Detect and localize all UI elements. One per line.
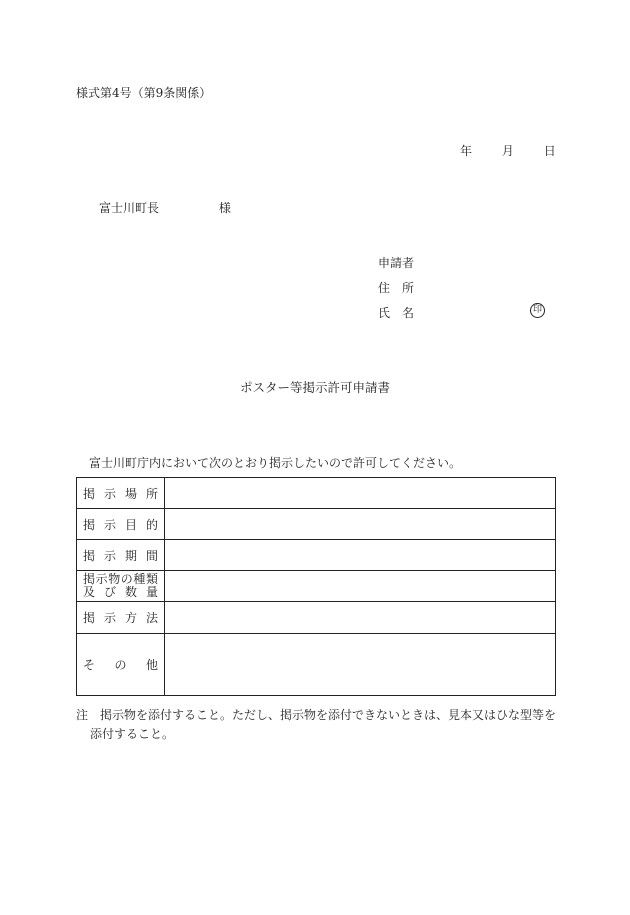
application-table (76, 477, 556, 696)
addressee (99, 199, 231, 216)
table-row (77, 540, 556, 571)
table-row (77, 571, 556, 602)
row-label-purpose (77, 509, 165, 540)
char: 期 (124, 548, 137, 563)
applicant-address-label: 住 所 (378, 281, 415, 295)
year-unit: 年 (460, 144, 473, 158)
table-row (77, 634, 556, 696)
row-label-text (83, 547, 158, 564)
char: 間 (145, 548, 158, 563)
char: 類 (145, 572, 158, 586)
char: 量 (145, 585, 158, 599)
row-label-text (83, 485, 158, 502)
date-line (460, 142, 556, 159)
char: 方 (124, 611, 137, 625)
row-label-other (77, 634, 165, 696)
char: 他 (145, 658, 158, 672)
char: 示 (103, 517, 116, 532)
note-text-1: 掲示物を添付すること。ただし、掲示物を添付できないときは、見本又はひな型等を (100, 708, 557, 722)
note-line-1 (76, 706, 556, 725)
row-label-line2 (83, 586, 158, 599)
char: 物 (108, 572, 121, 586)
row-label-text (83, 516, 158, 533)
table-row (77, 509, 556, 540)
row-value-purpose[interactable] (165, 509, 556, 540)
row-label-period (77, 540, 165, 571)
char: 目 (124, 517, 137, 532)
row-value-period[interactable] (165, 540, 556, 571)
form-number: 様式第4号（第9条関係） (76, 86, 212, 100)
note-prefix: 注 (76, 708, 89, 722)
char: 示 (103, 486, 116, 501)
char: 掲 (83, 517, 96, 532)
note-line-2: 添付すること。 (90, 727, 175, 741)
char: 掲 (83, 572, 96, 586)
row-label-text (83, 656, 158, 673)
table-row (77, 478, 556, 509)
char: 的 (145, 517, 158, 532)
char: の (120, 572, 133, 586)
row-label-text (83, 609, 158, 626)
row-value-other[interactable] (165, 634, 556, 696)
intro-text: 富士川町庁内において次のとおり掲示したいので許可してください。 (89, 456, 462, 470)
char: 所 (145, 486, 158, 501)
char: 場 (124, 486, 137, 501)
applicant-name-label: 氏 名 (378, 306, 415, 320)
char: 示 (95, 572, 108, 586)
table-row (77, 602, 556, 634)
row-label-type-quantity (77, 571, 165, 602)
row-label-method (77, 602, 165, 634)
document-title: ポスター等掲示許可申請書 (239, 380, 390, 395)
addressee-honorific: 様 (218, 201, 231, 215)
note (76, 706, 556, 744)
row-value-location[interactable] (165, 478, 556, 509)
char: 示 (103, 548, 116, 563)
month-unit: 月 (501, 144, 514, 158)
char: 種 (133, 572, 146, 586)
char: 掲 (83, 486, 96, 501)
char: 掲 (83, 611, 96, 625)
char: 法 (145, 611, 158, 625)
row-label-location (77, 478, 165, 509)
row-value-method[interactable] (165, 602, 556, 634)
addressee-name: 富士川町長 (99, 201, 160, 215)
char: 示 (103, 611, 116, 625)
char: そ (83, 658, 96, 672)
char: び (103, 585, 116, 599)
seal-mark: 印 (530, 303, 545, 318)
applicant-heading: 申請者 (378, 256, 415, 270)
char: 及 (83, 585, 96, 599)
char: 数 (124, 585, 137, 599)
day-unit: 日 (543, 144, 556, 158)
char: の (114, 658, 127, 672)
row-value-type-quantity[interactable] (165, 571, 556, 602)
char: 掲 (83, 548, 96, 563)
